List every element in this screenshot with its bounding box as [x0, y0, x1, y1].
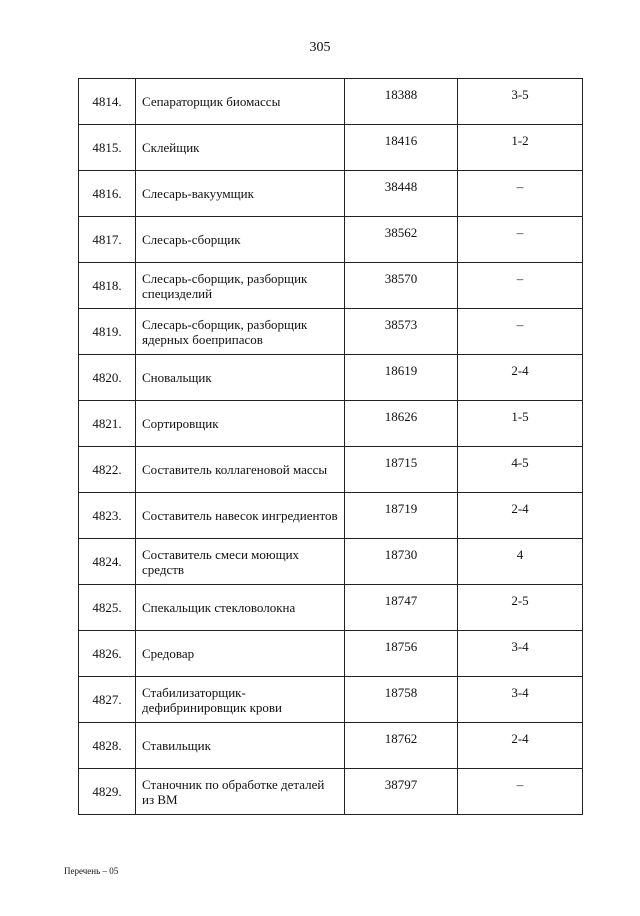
profession-name: Составитель навесок ингредиентов: [136, 493, 345, 539]
profession-name: Стабилизаторщик-дефибринировщик крови: [136, 677, 345, 723]
row-number: 4825.: [79, 585, 136, 631]
grade-range: 3-4: [458, 677, 583, 723]
row-number: 4818.: [79, 263, 136, 309]
profession-code: 38573: [345, 309, 458, 355]
row-number: 4824.: [79, 539, 136, 585]
profession-code: 18626: [345, 401, 458, 447]
grade-range: –: [458, 309, 583, 355]
row-number: 4826.: [79, 631, 136, 677]
row-number: 4816.: [79, 171, 136, 217]
profession-code: 18388: [345, 79, 458, 125]
grade-range: 1-2: [458, 125, 583, 171]
table-row: [79, 125, 583, 171]
grade-range: 4-5: [458, 447, 583, 493]
table-row: [79, 171, 583, 217]
profession-code: 38797: [345, 769, 458, 815]
profession-code: 18758: [345, 677, 458, 723]
grade-range: –: [458, 263, 583, 309]
profession-name: Средовар: [136, 631, 345, 677]
row-number: 4814.: [79, 79, 136, 125]
grade-range: 3-4: [458, 631, 583, 677]
table-row: [79, 401, 583, 447]
profession-code: 18756: [345, 631, 458, 677]
grade-range: 2-4: [458, 355, 583, 401]
table-row: [79, 585, 583, 631]
table-row: [79, 355, 583, 401]
profession-code: 18719: [345, 493, 458, 539]
table-row: [79, 493, 583, 539]
table-row: [79, 447, 583, 493]
row-number: 4827.: [79, 677, 136, 723]
profession-code: 18747: [345, 585, 458, 631]
grade-range: –: [458, 171, 583, 217]
profession-name: Станочник по обработке деталей из ВМ: [136, 769, 345, 815]
grade-range: 2-4: [458, 723, 583, 769]
grade-range: 2-5: [458, 585, 583, 631]
grade-range: –: [458, 217, 583, 263]
grade-range: 1-5: [458, 401, 583, 447]
table-row: [79, 723, 583, 769]
table-row: [79, 263, 583, 309]
profession-name: Составитель смеси моющих средств: [136, 539, 345, 585]
grade-range: –: [458, 769, 583, 815]
table-row: [79, 631, 583, 677]
profession-code: 18762: [345, 723, 458, 769]
profession-code: 38448: [345, 171, 458, 217]
row-number: 4822.: [79, 447, 136, 493]
table-body: [79, 79, 583, 815]
profession-name: Составитель коллагеновой массы: [136, 447, 345, 493]
profession-code: 38562: [345, 217, 458, 263]
row-number: 4823.: [79, 493, 136, 539]
table-row: [79, 309, 583, 355]
profession-name: Сновальщик: [136, 355, 345, 401]
profession-code: 18619: [345, 355, 458, 401]
table-row: [79, 769, 583, 815]
grade-range: 2-4: [458, 493, 583, 539]
row-number: 4821.: [79, 401, 136, 447]
profession-name: Сепараторщик биомассы: [136, 79, 345, 125]
profession-name: Сортировщик: [136, 401, 345, 447]
grade-range: 4: [458, 539, 583, 585]
profession-code: 38570: [345, 263, 458, 309]
row-number: 4817.: [79, 217, 136, 263]
table-row: [79, 677, 583, 723]
table-row: [79, 79, 583, 125]
profession-code: 18416: [345, 125, 458, 171]
row-number: 4829.: [79, 769, 136, 815]
professions-table: [78, 78, 583, 815]
profession-code: 18715: [345, 447, 458, 493]
row-number: 4819.: [79, 309, 136, 355]
document-footer: Перечень – 05: [64, 866, 119, 876]
row-number: 4820.: [79, 355, 136, 401]
profession-name: Ставильщик: [136, 723, 345, 769]
profession-name: Слесарь-вакуумщик: [136, 171, 345, 217]
table-row: [79, 217, 583, 263]
profession-name: Склейщик: [136, 125, 345, 171]
profession-name: Слесарь-сборщик: [136, 217, 345, 263]
grade-range: 3-5: [458, 79, 583, 125]
row-number: 4815.: [79, 125, 136, 171]
profession-name: Слесарь-сборщик, разборщик специзделий: [136, 263, 345, 309]
row-number: 4828.: [79, 723, 136, 769]
table-row: [79, 539, 583, 585]
profession-code: 18730: [345, 539, 458, 585]
profession-name: Слесарь-сборщик, разборщик ядерных боеприпасов: [136, 309, 345, 355]
profession-name: Спекальщик стекловолокна: [136, 585, 345, 631]
page-number: 305: [309, 40, 331, 55]
